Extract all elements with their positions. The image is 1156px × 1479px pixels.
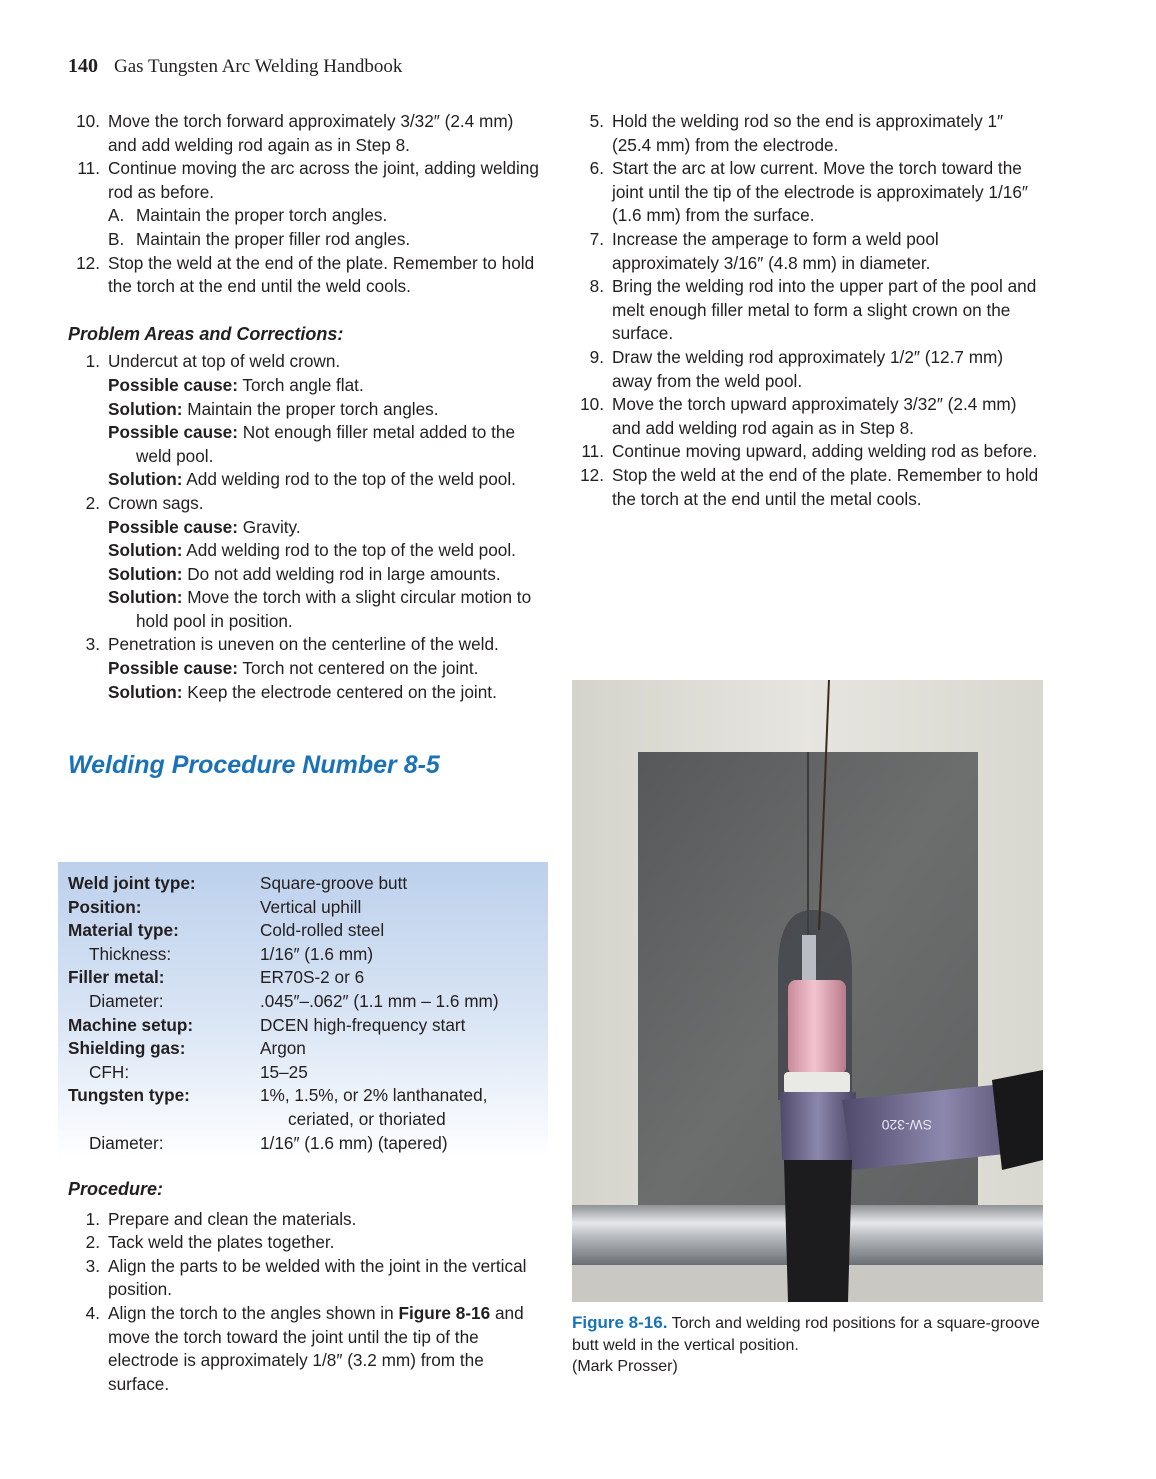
figure-label: Figure 8-16. xyxy=(572,1313,668,1332)
figure-reference: Figure 8-16 xyxy=(398,1302,491,1323)
problem-item: 2. Crown sags. xyxy=(85,492,204,513)
problem-areas-heading: Problem Areas and Corrections: xyxy=(68,323,344,344)
list-item: 2. Tack weld the plates together. xyxy=(85,1232,335,1253)
torch-handle xyxy=(784,1160,852,1302)
solution: Solution: Maintain the proper torch angles. xyxy=(108,398,439,419)
spec-row: Shielding gas: Argon xyxy=(68,1038,306,1059)
list-item: 11. Continue moving upward, adding welding rod as before. xyxy=(581,441,1038,462)
list-item: 12. Stop the weld at the end of the plate. Remember to hold the torch at the end until the weld cools. xyxy=(76,252,535,297)
solution: Solution: Do not add welding rod in large amounts. xyxy=(108,563,501,584)
sub-item: A. Maintain the proper torch angles. xyxy=(108,205,388,226)
left-column xyxy=(68,110,546,778)
sub-item: B. Maintain the proper filler rod angles. xyxy=(108,228,411,249)
spec-row: Thickness: 1/16″ (1.6 mm) xyxy=(89,943,374,964)
spec-row: Diameter: 1/16″ (1.6 mm) (tapered) xyxy=(89,1132,448,1153)
solution: Solution: Move the torch with a slight circular motion to hold pool in position. xyxy=(108,587,532,631)
spec-row: Position: Vertical uphill xyxy=(68,896,362,917)
problem-item: 3. Penetration is uneven on the centerline of the weld. xyxy=(85,634,499,655)
list-item: 9. Draw the welding rod approximately 1/2″ (12.7 mm) away from the weld pool. xyxy=(589,346,1004,391)
figure-photo xyxy=(572,680,1043,1302)
possible-cause: Possible cause: Torch angle flat. xyxy=(108,374,364,395)
spec-row: CFH: 15–25 xyxy=(89,1061,308,1082)
list-item: 3. Align the parts to be welded with the joint in the vertical position. xyxy=(85,1255,527,1300)
spec-box xyxy=(58,862,548,1160)
right-column xyxy=(572,110,1044,511)
ceramic-cup xyxy=(788,980,846,1075)
possible-cause: Possible cause: Gravity. xyxy=(108,516,301,537)
solution: Solution: Add welding rod to the top of the weld pool. xyxy=(108,469,516,490)
cup-collar xyxy=(784,1072,850,1094)
book-title: Gas Tungsten Arc Welding Handbook xyxy=(114,56,403,77)
torch-marking: SW-320 xyxy=(881,1117,932,1133)
procedure-title: Welding Procedure Number 8-5 xyxy=(68,751,440,780)
list-item: 8. Bring the welding rod into the upper part of the pool and melt enough filler metal to form a slight crown on the surface. xyxy=(589,276,1037,344)
welding-photo xyxy=(572,680,1043,1302)
possible-cause: Possible cause: Torch not centered on the joint. xyxy=(108,658,479,679)
spec-row: Weld joint type: Square-groove butt xyxy=(68,873,408,893)
list-item: 5. Hold the welding rod so the end is approximately 1″ (25.4 mm) from the electrode. xyxy=(589,111,1004,155)
list-item: 12. Stop the weld at the end of the plate. Remember to hold the torch at the end until the metal cools. xyxy=(580,464,1039,509)
spec-row: Machine setup: DCEN high-frequency start xyxy=(68,1014,466,1035)
spec-table xyxy=(68,872,499,1155)
list-item: 1. Prepare and clean the materials. xyxy=(85,1208,357,1229)
possible-cause: Possible cause: Not enough filler metal added to the weld pool. xyxy=(108,422,516,466)
list-item: 7. Increase the amperage to form a weld pool approximately 3/16″ (4.8 mm) in diameter. xyxy=(589,228,939,273)
problem-item: 1. Undercut at top of weld crown. xyxy=(85,351,341,372)
figure-caption: Figure 8-16. Torch and welding rod positions for a square-groove butt weld in the vertical position. (Mark Prosser) xyxy=(572,1313,1040,1375)
list-item: 10. Move the torch forward approximately 3/32″ (2.4 mm) and add welding rod again as in Step 8. xyxy=(76,111,514,155)
list-item: 11. Continue moving the arc across the joint, adding welding rod as before. xyxy=(77,158,539,202)
page-number: 140 xyxy=(68,55,98,77)
figure-credit: (Mark Prosser) xyxy=(572,1358,678,1375)
gas-lens xyxy=(802,935,816,985)
list-item: 6. Start the arc at low current. Move the torch toward the joint until the tip of the electrode is approximately 1/16″ (1.6 mm) from the surface. xyxy=(589,158,1028,226)
spec-row: Filler metal: ER70S-2 or 6 xyxy=(68,967,365,988)
spec-row: Diameter: .045″–.062″ (1.1 mm – 1.6 mm) xyxy=(89,990,499,1011)
spec-row: Material type: Cold-rolled steel xyxy=(68,920,385,941)
spec-row: Tungsten type: 1%, 1.5%, or 2% lanthanated, ceriated, or thoriated xyxy=(68,1085,488,1129)
procedure-section xyxy=(68,1178,546,1396)
list-item: 10. Move the torch upward approximately 3/32″ (2.4 mm) and add welding rod again as in Step 8. xyxy=(580,394,1017,438)
solution: Solution: Add welding rod to the top of the weld pool. xyxy=(108,540,516,561)
solution: Solution: Keep the electrode centered on the joint. xyxy=(108,681,497,702)
list-item: 4. Align the torch to the angles shown in Figure 8-16 and move the torch toward the joint until the tip of the electrode is approximately 1/8″ (3.2 mm) from the surface. xyxy=(85,1302,524,1394)
running-header xyxy=(68,55,402,78)
procedure-heading: Procedure: xyxy=(68,1179,164,1199)
